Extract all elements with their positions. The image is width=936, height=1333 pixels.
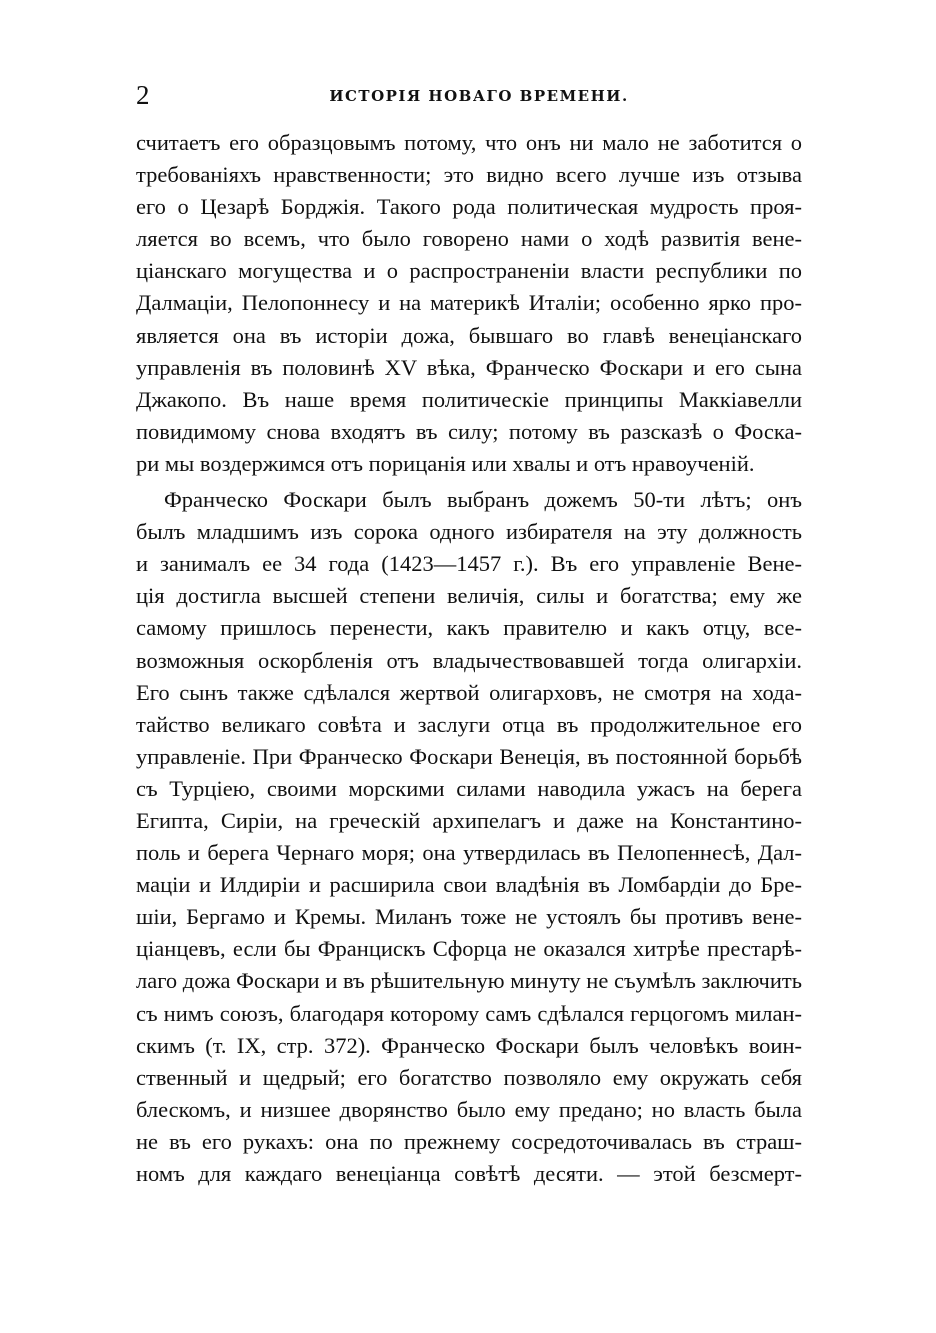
text-line: является она въ исторіи дожа, бывшаго во главѣ венеціанскаго	[136, 322, 802, 348]
text-line: считаетъ его образцовымъ потому, что онъ ни мало не заботится о	[136, 130, 802, 155]
text-line: самому пришлось перенести, какъ правителю и какъ отцу, все-	[136, 615, 802, 641]
text-line: былъ младшимъ изъ сорока одного избирателя на эту должность	[136, 519, 802, 545]
text-line: шіи, Бергамо и Кремы. Миланъ тоже не устоялъ бы противъ вене-	[136, 904, 802, 930]
text-line: ственный и щедрый; его богатство позволяло ему окружать себя	[136, 1064, 802, 1090]
text-line: управленія въ половинѣ XV вѣка, Франческо Фоскари и его сына	[136, 354, 802, 380]
body-text	[136, 127, 802, 1190]
text-line: тайство великаго совѣта и заслуги отца въ продолжительное его	[136, 711, 802, 737]
text-line: и занималъ ее 34 года (1423—1457 г.). Въ его управленіе Вене-	[136, 551, 802, 577]
text-line: блескомъ, и низшее дворянство было ему предано; но власть была	[136, 1096, 802, 1122]
text-line: съ нимъ союзъ, благодаря которому самъ сдѣлался герцогомъ милан-	[136, 1000, 802, 1026]
text-line: лаго дожа Фоскари и въ рѣшительную минуту не съумѣлъ заключить	[136, 968, 802, 994]
text-line: поль и берега Чернаго моря; она утвердилась въ Пелопеннесѣ, Дал-	[136, 840, 802, 866]
text-line: ція достигла высшей степени величія, силы и богатства; ему же	[136, 583, 802, 609]
text-line: Далмаціи, Пелопоннесу и на материкѣ Италіи; особенно ярко про-	[136, 290, 802, 316]
text-line: возможныя оскорбленія отъ владычествовавшей тогда олигархіи.	[136, 647, 802, 673]
text-line: Его сынъ также сдѣлался жертвой олигарховъ, не смотря на хода-	[136, 679, 802, 705]
text-line: не въ его рукахъ: она по прежнему сосредоточивалась въ страш-	[136, 1128, 802, 1154]
text-line: скимъ (т. IX, стр. 372). Франческо Фоскари былъ человѣкъ воин-	[136, 1032, 802, 1058]
paragraph	[136, 484, 802, 1190]
text-line: съ Турціею, своими морскими силами наводила ужасъ на берега	[136, 775, 802, 801]
page-number: 2	[136, 80, 150, 110]
text-line: управленіе. При Франческо Фоскари Венеція, въ постоянной борьбѣ	[136, 743, 802, 769]
text-line: Египта, Сиріи, на греческій архипелагъ и даже на Константино-	[136, 807, 802, 833]
text-line: номъ для каждаго венеціанца совѣтѣ десяти. — этой безсмерт-	[136, 1161, 802, 1186]
text-line: требованіяхъ нравственности; это видно всего лучше изъ отзыва	[136, 162, 802, 188]
text-line: Джакопо. Въ наше время политическіе принципы Маккіавелли	[136, 386, 802, 412]
text-line: ціанцевъ, если бы Францискъ Сфорца не оказался хитрѣе престарѣ-	[136, 936, 802, 962]
text-line: ри мы воздержимся отъ порицанія или хвалы и отъ нравоученій.	[136, 450, 755, 476]
text-line: его о Цезарѣ Борджія. Такого рода политическая мудрость проя-	[136, 194, 802, 220]
text-line: ціанскаго могущества и о распространеніи власти республики по	[136, 258, 802, 284]
paragraph	[136, 127, 802, 480]
text-line: ляется во всемъ, что было говорено нами о ходѣ развитія вене-	[136, 226, 802, 252]
text-line: Франческо Фоскари былъ выбранъ дожемъ 50-ти лѣтъ; онъ	[164, 487, 802, 513]
running-title: ИСТОРІЯ НОВАГО ВРЕМЕНИ.	[329, 87, 629, 105]
text-line: повидимому снова входятъ въ силу; потому въ разсказѣ о Фоска-	[136, 418, 802, 444]
text-line: маціи и Илдиріи и расширила свои владѣнія въ Ломбардіи до Бре-	[136, 872, 802, 898]
page-header	[136, 78, 802, 112]
